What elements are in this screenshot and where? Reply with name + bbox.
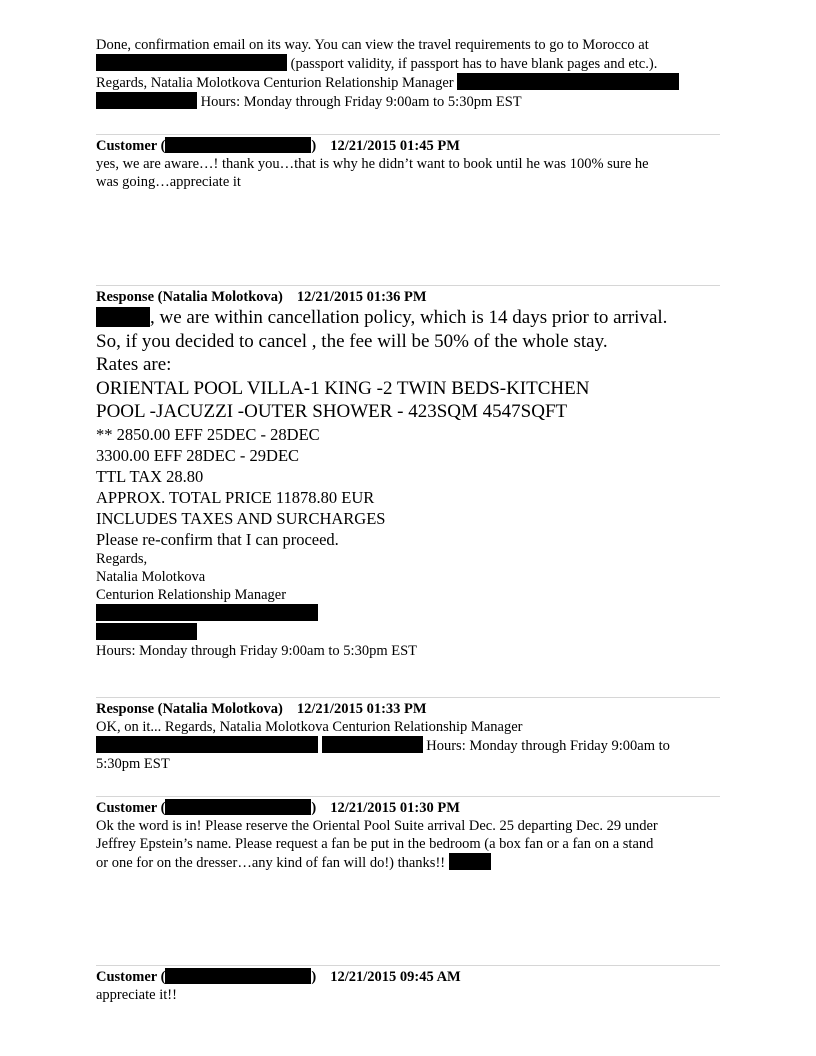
message-entry	[96, 697, 720, 773]
message-line: 5:30pm EST	[96, 756, 170, 772]
divider	[96, 697, 720, 698]
redaction-block	[96, 92, 197, 109]
message-line: Rates are:	[96, 354, 172, 375]
timestamp: 12/21/2015 01:36 PM	[296, 289, 427, 305]
message-line: So, if you decided to cancel , the fee will be 50% of the whole stay.	[96, 330, 608, 352]
redaction-block	[96, 736, 318, 753]
message-line: Ok the word is in! Please reserve the Oriental Pool Suite arrival Dec. 25 departing Dec. 29 under	[96, 818, 658, 834]
sender-label: Customer (	[96, 969, 166, 985]
sender-label-close: )	[311, 138, 317, 154]
message-header	[96, 288, 720, 306]
message-line	[96, 306, 720, 330]
message-line	[96, 54, 720, 73]
signature-line: Centurion Relationship Manager	[96, 586, 287, 603]
rate-line: ** 2850.00 EFF 25DEC - 28DEC	[96, 424, 320, 444]
divider	[96, 965, 720, 966]
message-text: , we are within cancellation policy, which is 14 days prior to arrival.	[150, 307, 668, 328]
redaction-block	[165, 137, 311, 153]
sender-label-close: )	[311, 800, 317, 816]
message-entry	[96, 134, 720, 191]
redaction-block	[322, 736, 423, 753]
rate-line: TTL TAX 28.80	[96, 466, 204, 486]
redaction-block	[165, 968, 311, 984]
redaction-block	[457, 73, 679, 90]
redacted-line	[96, 623, 720, 642]
message-line: Jeffrey Epstein’s name. Please request a fan be put in the bedroom (a box fan or a fan on a stand	[96, 836, 654, 852]
message-line: Done, confirmation email on its way. You can view the travel requirements to go to Morocco at	[96, 37, 649, 53]
message-text: or one for on the dresser…any kind of fan will do!) thanks!!	[96, 855, 446, 871]
timestamp: 12/21/2015 01:30 PM	[330, 800, 460, 816]
message-line: OK, on it... Regards, Natalia Molotkova Centurion Relationship Manager	[96, 719, 523, 735]
message-header	[96, 700, 720, 718]
hours-text: Hours: Monday through Friday 9:00am to 5:30pm EST	[96, 642, 417, 659]
message-entry	[96, 796, 720, 872]
sender-label: Customer (	[96, 138, 166, 154]
redacted-line	[96, 604, 720, 623]
message-header	[96, 799, 720, 817]
sender-label: Response (Natalia Molotkova)	[96, 701, 283, 717]
message-text: Regards, Natalia Molotkova Centurion Relationship Manager	[96, 75, 454, 91]
redaction-block	[96, 54, 287, 71]
message-entry-continued	[96, 36, 720, 111]
message-header	[96, 137, 720, 155]
divider	[96, 285, 720, 286]
redaction-block	[165, 799, 311, 815]
message-line: was going…appreciate it	[96, 174, 241, 190]
message-line	[96, 92, 720, 111]
redaction-block	[96, 623, 197, 640]
message-text: (passport validity, if passport has to have blank pages and etc.).	[290, 56, 658, 72]
hours-text: Hours: Monday through Friday 9:00am to 5:30pm EST	[200, 94, 522, 110]
message-line	[96, 73, 720, 92]
sender-label: Response (Natalia Molotkova)	[96, 289, 283, 305]
hours-text: Hours: Monday through Friday 9:00am to	[426, 738, 670, 754]
rate-line: APPROX. TOTAL PRICE 11878.80 EUR	[96, 487, 375, 507]
message-line: POOL -JACUZZI -OUTER SHOWER - 423SQM 4547SQFT	[96, 401, 568, 422]
message-line: ORIENTAL POOL VILLA-1 KING -2 TWIN BEDS-KITCHEN	[96, 377, 590, 399]
redaction-block	[449, 853, 491, 870]
message-line: appreciate it!!	[96, 987, 177, 1003]
divider	[96, 796, 720, 797]
message-entry	[96, 965, 720, 1004]
signature-line: Natalia Molotkova	[96, 568, 206, 585]
rate-line: 3300.00 EFF 28DEC - 29DEC	[96, 445, 300, 465]
signature-line: Regards,	[96, 550, 148, 567]
redaction-block	[96, 307, 150, 327]
message-header	[96, 968, 720, 986]
message-line	[96, 853, 720, 872]
timestamp: 12/21/2015 01:45 PM	[330, 138, 460, 154]
message-entry	[96, 285, 720, 660]
sender-label-close: )	[311, 969, 317, 985]
timestamp: 12/21/2015 09:45 AM	[330, 969, 461, 985]
timestamp: 12/21/2015 01:33 PM	[296, 701, 427, 717]
message-line: Please re-confirm that I can proceed.	[96, 529, 339, 549]
sender-label: Customer (	[96, 800, 166, 816]
message-line	[96, 736, 720, 755]
redaction-block	[96, 604, 318, 621]
rate-line: INCLUDES TAXES AND SURCHARGES	[96, 508, 386, 528]
divider	[96, 134, 720, 135]
message-line: yes, we are aware…! thank you…that is why he didn’t want to book until he was 100% sure he	[96, 156, 649, 172]
